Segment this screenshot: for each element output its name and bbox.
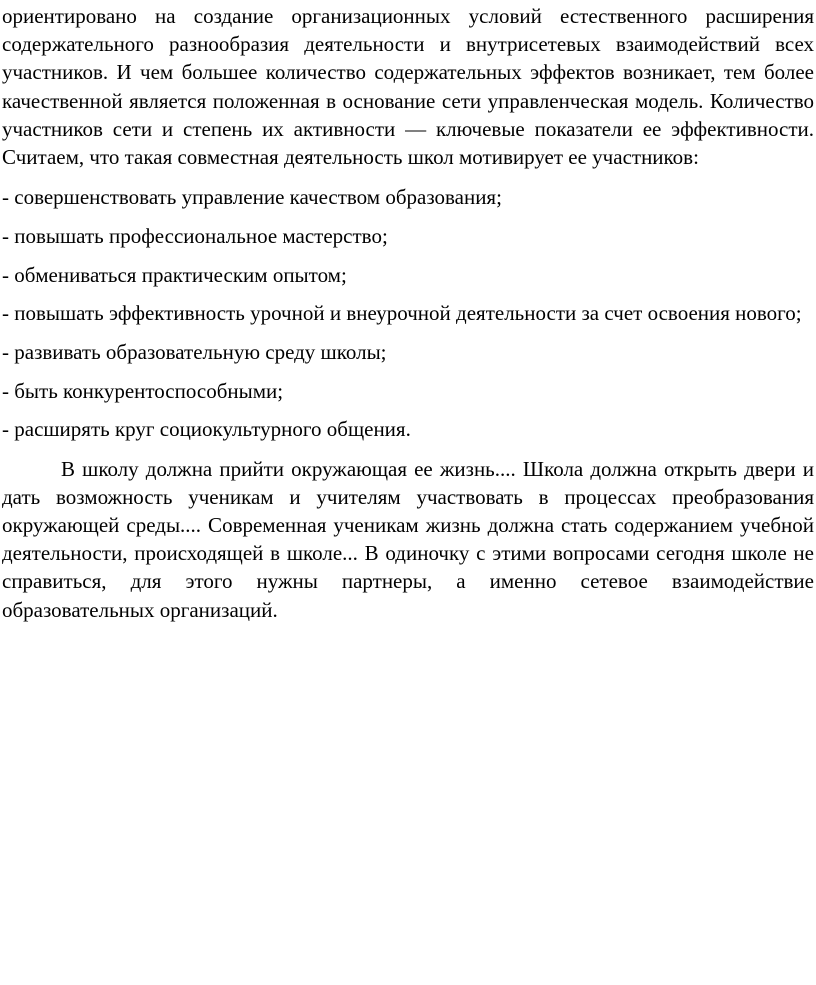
- list-item: - повышать профессиональное мастерство;: [2, 223, 388, 248]
- motivation-list: [2, 183, 814, 443]
- list-item: - совершенствовать управление качеством образования;: [2, 185, 502, 210]
- list-item: - быть конкурентоспособными;: [2, 378, 284, 403]
- list-item: - повышать эффективность урочной и внеурочной деятельности за счет освоения нового;: [2, 301, 802, 326]
- document-page: [2, 2, 814, 624]
- list-item: - развивать образовательную среду школы;: [2, 340, 387, 365]
- closing-paragraph: В школу должна прийти окружающая ее жизнь.... Школа должна открыть двери и дать возможность ученикам и учителям участвовать в процессах преобразования окружающей среды.... Современная ученикам жизнь должна стать содержанием учебной деятельности, происходящей в школе... В одиночку с этими вопросами сегодня школе не справиться, для этого нужны партнеры, а именно сетевое взаимодействие образовательных организаций.: [2, 456, 814, 622]
- intro-paragraph: ориентировано на создание организационных условий естественного расширения содержательного разнообразия деятельности и внутрисетевых взаимодействий всех участников. И чем большее количество содержательных эффектов возникает, тем более качественной является положенная в основание сети управленческая модель. Количество участников сети и степень их активности — ключевые показатели ее эффективности. Считаем, что такая совместная деятельность школ мотивирует ее участников:: [2, 4, 814, 170]
- list-item: - обмениваться практическим опытом;: [2, 262, 347, 287]
- list-item: - расширять круг социокультурного общения.: [2, 417, 411, 442]
